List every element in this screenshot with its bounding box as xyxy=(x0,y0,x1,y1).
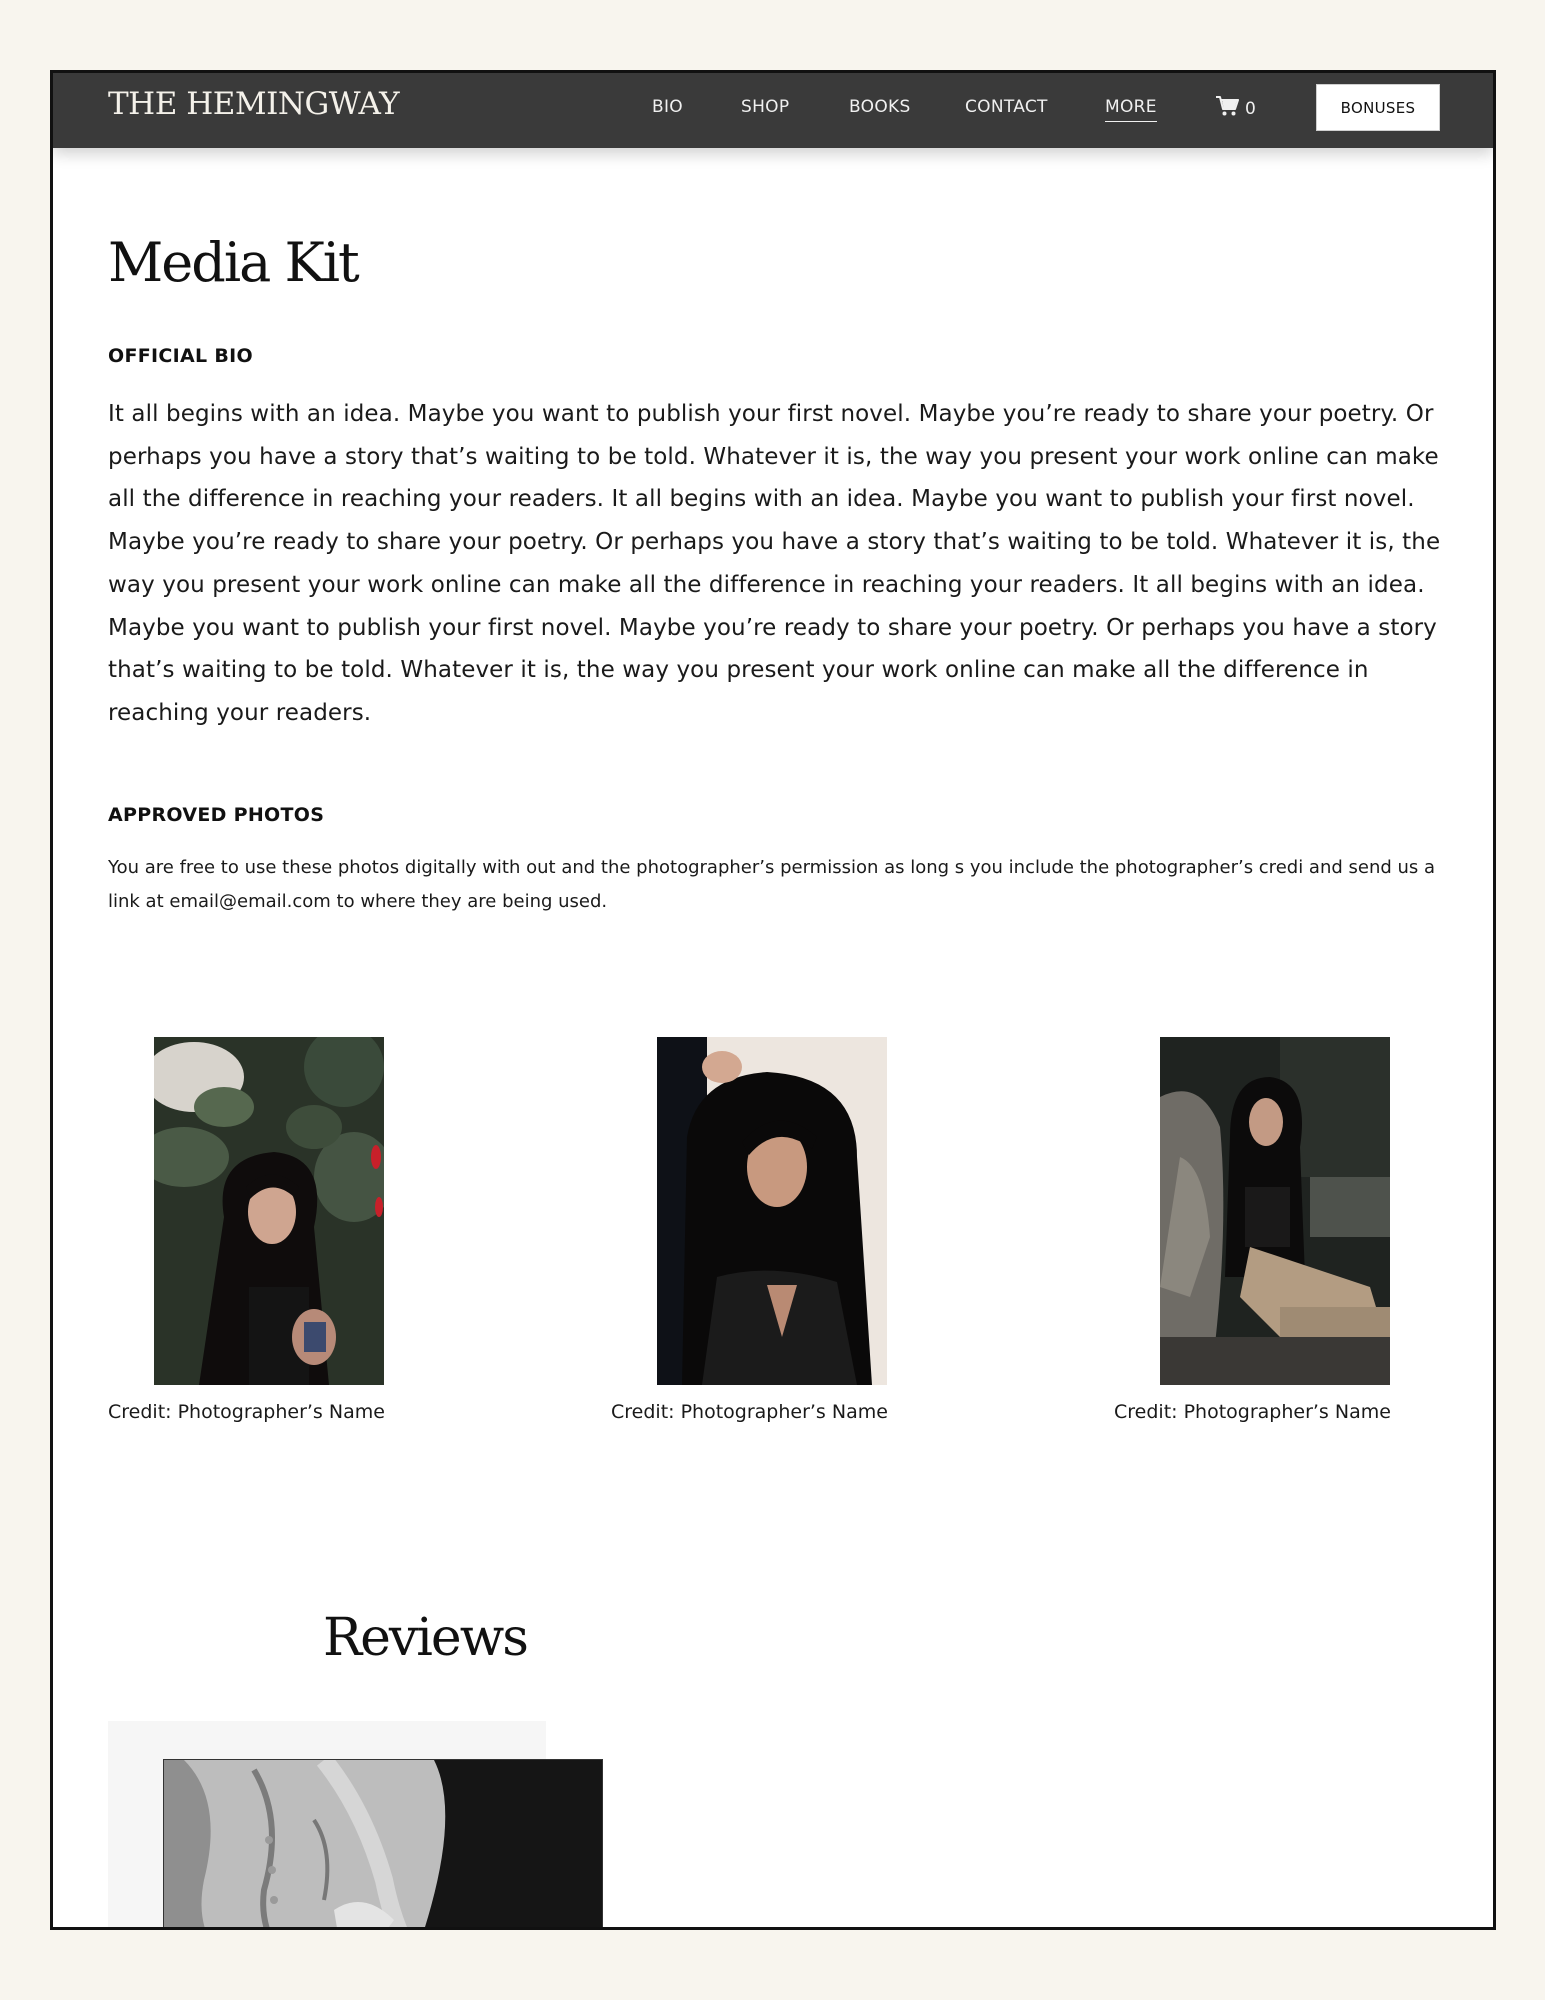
nav-link-more[interactable]: MORE xyxy=(1105,97,1157,122)
page-title: Media Kit xyxy=(108,231,358,294)
cart-button[interactable] xyxy=(1215,95,1256,122)
nav-link-contact[interactable]: CONTACT xyxy=(965,97,1048,117)
header-nav xyxy=(53,73,1493,148)
nav-link-shop[interactable]: SHOP xyxy=(741,97,790,117)
bonuses-button[interactable]: BONUSES xyxy=(1316,84,1440,131)
photo-credit-1: Credit: Photographer’s Name xyxy=(108,1401,385,1423)
reviews-title: Reviews xyxy=(323,1608,527,1668)
nav-link-bio[interactable]: BIO xyxy=(652,97,683,117)
photos-description: You are free to use these photos digitally with out and the photographer’s permission as long s you include the photographer’s credi and send us a link at email@email.com to where they are being used. xyxy=(108,857,1436,912)
cart-count: 0 xyxy=(1245,98,1256,119)
approved-photo-1[interactable] xyxy=(154,1037,384,1385)
bio-heading: OFFICIAL BIO xyxy=(108,345,253,367)
approved-photo-2[interactable] xyxy=(657,1037,887,1385)
bio-paragraph: It all begins with an idea. Maybe you want to publish your first novel. Maybe you’re ready to share your poetry. Or perhaps you have a story that’s waiting to be told. Whatever it is, the way you present your work online can make all the difference in reaching your readers. It all begins with an idea. Maybe you want to publish your first novel. Maybe you’re ready to share your poetry. Or perhaps you have a story that’s waiting to be told. Whatever it is, the way you present your work online can make all the difference in reaching your readers. It all begins with an idea. Maybe you want to publish your first novel. Maybe you’re ready to share your poetry. Or perhaps you have a story that’s waiting to be told. Whatever it is, the way you present your work online can make all the difference in reaching your readers. xyxy=(108,401,1441,726)
photos-heading: APPROVED PHOTOS xyxy=(108,804,325,826)
nav-link-books[interactable]: BOOKS xyxy=(849,97,911,117)
photo-credit-3: Credit: Photographer’s Name xyxy=(1114,1401,1391,1423)
browser-frame xyxy=(50,70,1496,1930)
site-logo[interactable]: THE HEMINGWAY xyxy=(108,86,400,122)
review-photo xyxy=(163,1759,603,1930)
photo-credit-2: Credit: Photographer’s Name xyxy=(611,1401,888,1423)
cart-icon xyxy=(1215,95,1239,122)
approved-photo-3[interactable] xyxy=(1160,1037,1390,1385)
